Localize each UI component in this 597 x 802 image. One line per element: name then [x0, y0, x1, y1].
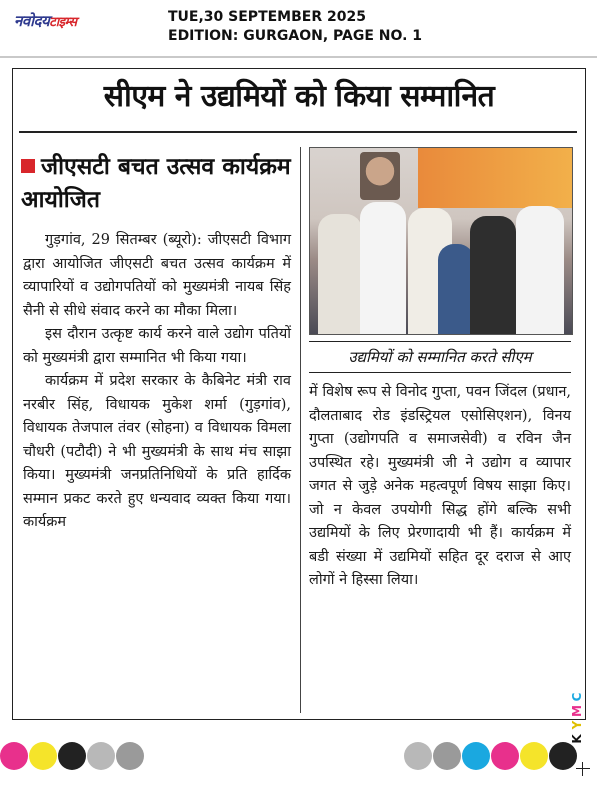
article-right-column — [309, 381, 571, 593]
color-swatch — [29, 742, 57, 770]
color-swatch — [549, 742, 577, 770]
edition-info — [168, 8, 422, 46]
photo-caption: उद्यमियों को सम्मानित करते सीएम — [309, 341, 571, 373]
newspaper-logo — [14, 10, 132, 32]
paragraph-3: कार्यक्रम में प्रदेश सरकार के कैबिनेट मंत्री राव नरबीर सिंह, विधायक मुकेश शर्मा (गुड़गांव), विधायक तेजपाल तंवर (सोहना) व विधायक विमला चौधरी (पटौदी) ने भी मुख्यमंत्री के साथ मंच साझा किया। मुख्यमंत्री जनप्रतिनिधियों के प्रति हार्दिक सम्मान प्रकट करते हुए धन्यवाद व्यक्त किया गया। कार्यक्रम — [23, 373, 291, 530]
bouquet — [438, 244, 474, 334]
color-swatch — [491, 742, 519, 770]
person-figure — [516, 206, 564, 334]
logo-sub-text: टाइम्स — [49, 15, 77, 30]
date-line: TUE,30 SEPTEMBER 2025 — [168, 9, 366, 25]
color-swatch — [433, 742, 461, 770]
registration-mark — [576, 762, 590, 776]
edition-line: EDITION: GURGAON, PAGE NO. 1 — [168, 28, 423, 44]
paragraph-1: गुड़गांव, 29 सितम्बर (ब्यूरो): जीएसटी विभाग द्वारा आयोजित जीएसटी बचत उत्सव कार्यक्रम में व्यापारियों व उद्योगपतियों को मुख्यमंत्री नायब सिंह सैनी से सीधे संवाद करने का मौका मिला। — [23, 232, 291, 319]
column-divider — [300, 147, 301, 713]
article-photo — [309, 147, 573, 335]
paragraph-4: में विशेष रूप से विनोद गुप्ता, पवन जिंदल (प्रधान, दौलताबाद रोड इंडस्ट्रियल एसोसिएशन), विनय गुप्ता (उद्योगपति व समाजसेवी) व रविन जैन उपस्थित रहे। मुख्यमंत्री जी ने उद्योग व व्यापार जगत से जुड़े अनेक महत्वपूर्ण विषय साझा किए। जो न केवल उपयोगी सिद्ध होंगे बल्कि सभी उद्यमियों के लिए प्रेरणादायी भी हैं। कार्यक्रम में बडी संख्या में उद्यमियों सहित दूर दराज से आए लोगों ने हिस्सा लिया। — [309, 384, 571, 588]
color-swatch — [404, 742, 432, 770]
banner-portrait — [360, 152, 400, 200]
logo-main-text: नवोदय — [14, 12, 50, 30]
headline-rule — [19, 131, 577, 133]
red-square-bullet — [21, 159, 35, 173]
cmyk-c: C — [570, 692, 584, 702]
news-clipping — [12, 68, 586, 720]
color-swatch — [116, 742, 144, 770]
person-figure — [360, 202, 406, 334]
color-swatch — [520, 742, 548, 770]
stage-banner — [418, 148, 572, 208]
cmyk-k: K — [570, 734, 584, 744]
color-swatch — [58, 742, 86, 770]
article-left-column — [23, 229, 291, 535]
color-swatch — [87, 742, 115, 770]
article-subheadline — [21, 151, 291, 217]
cmyk-m: M — [570, 705, 584, 717]
subheadline-text: जीएसटी बचत उत्सव कार्यक्रम आयोजित — [21, 154, 291, 213]
color-swatch — [462, 742, 490, 770]
paragraph-2: इस दौरान उत्कृष्ट कार्य करने वाले उद्योग पतियों को मुख्यमंत्री द्वारा सम्मानित भी किया गया। — [23, 326, 291, 366]
cmyk-y: Y — [570, 720, 584, 730]
masthead-bar — [0, 0, 597, 58]
color-swatch — [0, 742, 28, 770]
person-figure — [470, 216, 516, 334]
color-swatches-right — [404, 742, 578, 772]
color-swatches-left — [0, 742, 145, 772]
person-figure — [318, 214, 362, 334]
article-headline: सीएम ने उद्यमियों को किया सम्मानित — [103, 79, 495, 114]
